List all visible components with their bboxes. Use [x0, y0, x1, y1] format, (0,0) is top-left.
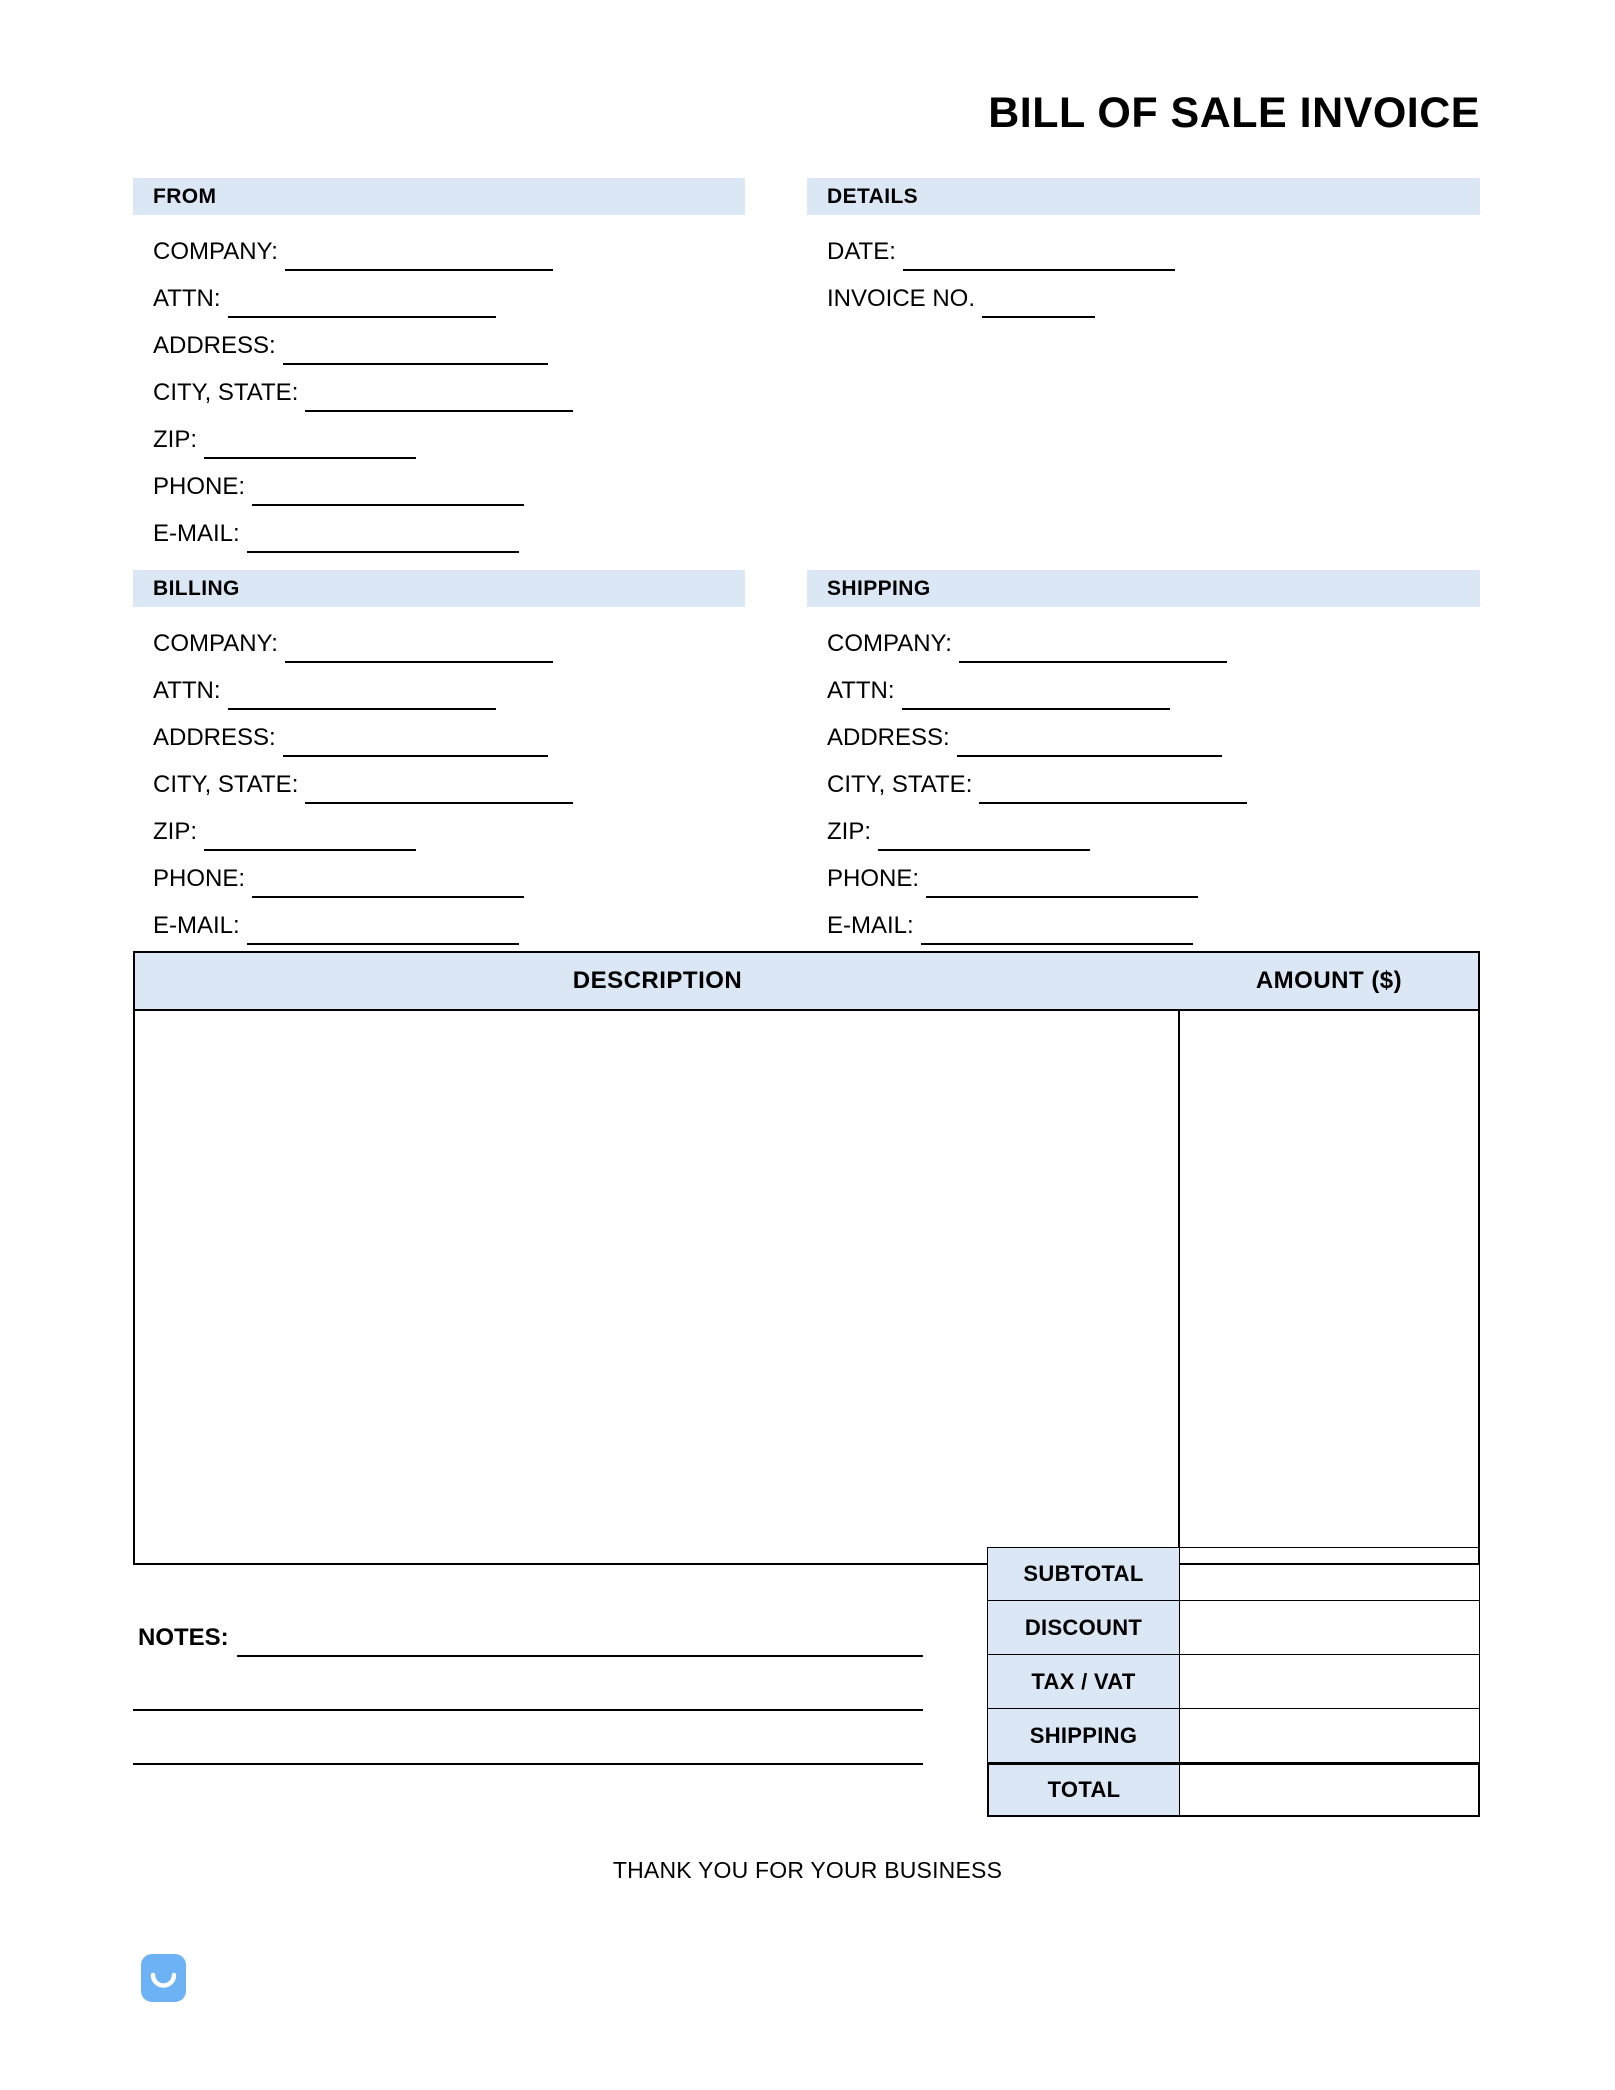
totals-label: TOTAL	[987, 1763, 1180, 1817]
section-from-title: FROM	[153, 184, 217, 208]
section-billing-header	[133, 570, 745, 607]
field-row	[133, 757, 745, 804]
field-input-line[interactable]	[959, 637, 1227, 663]
field-input-line[interactable]	[283, 731, 548, 757]
totals-value-cell[interactable]	[1180, 1763, 1480, 1817]
notes-block	[133, 1605, 923, 1765]
field-row	[133, 412, 745, 459]
field-row	[133, 459, 745, 506]
totals-row	[987, 1709, 1480, 1763]
section-shipping-fields	[807, 607, 1480, 945]
field-label: ADDRESS:	[153, 332, 276, 359]
field-input-line[interactable]	[252, 480, 524, 506]
field-input-line[interactable]	[247, 919, 519, 945]
field-label: CITY, STATE:	[153, 771, 299, 798]
section-billing-fields	[133, 607, 745, 945]
field-input-line[interactable]	[305, 386, 573, 412]
totals-block	[987, 1547, 1480, 1817]
field-label: ADDRESS:	[827, 724, 950, 751]
totals-value-cell[interactable]	[1180, 1655, 1480, 1709]
section-from	[133, 178, 745, 553]
field-row	[133, 616, 745, 663]
notes-line-1[interactable]	[237, 1629, 923, 1657]
section-details-title: DETAILS	[827, 184, 919, 208]
amount-entry-area[interactable]	[1180, 1011, 1478, 1563]
field-input-line[interactable]	[285, 245, 553, 271]
smile-logo-icon	[140, 1953, 187, 2003]
column-header-description: DESCRIPTION	[572, 967, 743, 994]
field-input-line[interactable]	[903, 245, 1175, 271]
line-items-table	[133, 951, 1480, 1565]
notes-row-2	[133, 1657, 923, 1711]
field-label: ATTN:	[153, 285, 221, 312]
totals-label: SUBTOTAL	[987, 1547, 1180, 1601]
field-label: DATE:	[827, 238, 896, 265]
section-billing	[133, 570, 745, 945]
section-billing-title: BILLING	[153, 576, 240, 600]
totals-value-cell[interactable]	[1180, 1709, 1480, 1763]
field-input-line[interactable]	[285, 637, 553, 663]
field-row	[133, 804, 745, 851]
field-label: ADDRESS:	[153, 724, 276, 751]
field-input-line[interactable]	[305, 778, 573, 804]
field-label: ATTN:	[153, 677, 221, 704]
section-details	[807, 178, 1480, 318]
field-input-line[interactable]	[204, 825, 416, 851]
section-details-fields	[807, 215, 1480, 318]
totals-label: TAX / VAT	[987, 1655, 1180, 1709]
field-row	[807, 898, 1480, 945]
field-row	[807, 663, 1480, 710]
field-input-line[interactable]	[204, 433, 416, 459]
field-row	[807, 616, 1480, 663]
line-items-body	[135, 1011, 1478, 1563]
totals-row	[987, 1547, 1480, 1601]
section-from-fields	[133, 215, 745, 553]
field-label: E-MAIL:	[153, 912, 240, 939]
footer-thank-you: THANK YOU FOR YOUR BUSINESS	[612, 1857, 1003, 1883]
section-shipping-title: SHIPPING	[827, 576, 931, 600]
totals-label: SHIPPING	[987, 1709, 1180, 1763]
totals-label: DISCOUNT	[987, 1601, 1180, 1655]
column-header-amount: AMOUNT ($)	[1255, 967, 1403, 994]
field-label: PHONE:	[153, 473, 246, 500]
field-row	[133, 224, 745, 271]
field-input-line[interactable]	[902, 684, 1170, 710]
totals-value-cell[interactable]	[1180, 1547, 1480, 1601]
field-label: E-MAIL:	[827, 912, 914, 939]
field-label: ZIP:	[153, 818, 198, 845]
field-label: ZIP:	[153, 426, 198, 453]
field-label: COMPANY:	[153, 630, 278, 657]
field-row	[133, 271, 745, 318]
section-shipping-header	[807, 570, 1480, 607]
field-row	[133, 898, 745, 945]
field-label: PHONE:	[153, 865, 246, 892]
field-row	[133, 365, 745, 412]
page-title: BILL OF SALE INVOICE	[988, 89, 1480, 137]
field-input-line[interactable]	[979, 778, 1247, 804]
field-row	[807, 271, 1480, 318]
field-input-line[interactable]	[926, 872, 1198, 898]
field-label: CITY, STATE:	[827, 771, 973, 798]
field-row	[807, 710, 1480, 757]
totals-row	[987, 1601, 1480, 1655]
notes-first-row	[133, 1605, 923, 1657]
field-input-line[interactable]	[283, 339, 548, 365]
totals-value-cell[interactable]	[1180, 1601, 1480, 1655]
field-label: E-MAIL:	[153, 520, 240, 547]
notes-line-2[interactable]	[133, 1683, 923, 1711]
section-from-header	[133, 178, 745, 215]
field-label: COMPANY:	[827, 630, 952, 657]
field-input-line[interactable]	[228, 292, 496, 318]
field-label: ZIP:	[827, 818, 872, 845]
field-label: INVOICE NO.	[827, 285, 976, 312]
field-input-line[interactable]	[921, 919, 1193, 945]
field-row	[133, 318, 745, 365]
field-input-line[interactable]	[252, 872, 524, 898]
section-details-header	[807, 178, 1480, 215]
notes-row-3	[133, 1711, 923, 1765]
field-label: PHONE:	[827, 865, 920, 892]
description-entry-area[interactable]	[135, 1011, 1180, 1563]
totals-row	[987, 1763, 1480, 1817]
field-row	[807, 851, 1480, 898]
field-input-line[interactable]	[247, 527, 519, 553]
field-row	[133, 851, 745, 898]
notes-line-3[interactable]	[133, 1737, 923, 1765]
field-row	[807, 224, 1480, 271]
title-area	[133, 90, 1480, 137]
field-label: ATTN:	[827, 677, 895, 704]
totals-row	[987, 1655, 1480, 1709]
notes-label: NOTES:	[138, 1624, 229, 1651]
field-row	[807, 757, 1480, 804]
field-label: COMPANY:	[153, 238, 278, 265]
field-row	[133, 663, 745, 710]
line-items-header-row	[135, 953, 1478, 1011]
field-input-line[interactable]	[982, 292, 1095, 318]
field-input-line[interactable]	[957, 731, 1222, 757]
field-row	[133, 506, 745, 553]
field-row	[807, 804, 1480, 851]
section-shipping	[807, 570, 1480, 945]
field-input-line[interactable]	[878, 825, 1090, 851]
field-row	[133, 710, 745, 757]
field-label: CITY, STATE:	[153, 379, 299, 406]
field-input-line[interactable]	[228, 684, 496, 710]
